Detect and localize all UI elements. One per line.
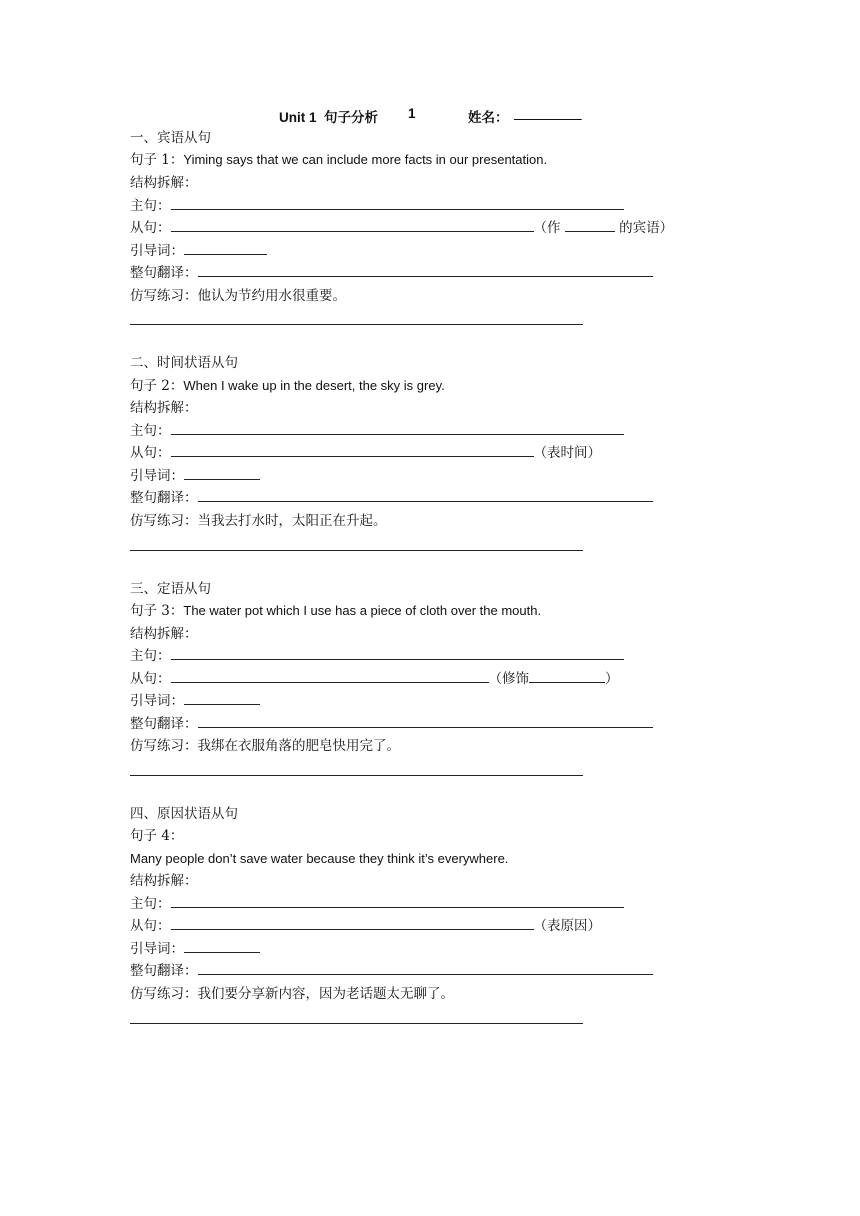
imitation-prompt: 他认为节约用水很重要。	[197, 288, 346, 304]
main-clause-row	[130, 646, 624, 666]
sub-clause-note-end: ）	[605, 671, 619, 687]
translation-blank[interactable]	[198, 961, 653, 975]
section-heading: 三、定语从句	[130, 581, 211, 597]
translation-blank[interactable]	[198, 714, 653, 728]
sub-clause-note: （作	[533, 220, 561, 236]
imitation-label: 仿写练习：	[130, 738, 198, 754]
sentence-line	[130, 150, 547, 170]
sentence-label: 句子 4：	[130, 828, 184, 844]
main-clause-row	[130, 421, 624, 441]
sentence-label: 句子 2：	[130, 378, 184, 394]
imitation-label: 仿写练习：	[130, 513, 198, 529]
page-title	[0, 106, 860, 126]
intro-word-blank[interactable]	[184, 939, 260, 953]
sub-clause-blank[interactable]	[171, 218, 534, 232]
imitation-row	[130, 286, 346, 306]
sub-clause-blank[interactable]	[171, 443, 534, 457]
main-clause-blank[interactable]	[171, 894, 624, 908]
structure-label: 结构拆解：	[130, 400, 198, 416]
imitation-row	[130, 736, 400, 756]
sentence-text: The water pot which I use has a piece of cloth over the mouth.	[183, 603, 542, 618]
imitation-prompt: 我们要分享新内容，因为老话题太无聊了。	[197, 986, 454, 1002]
intro-word-row	[130, 466, 260, 486]
sentence-text: Many people don’t save water because they think it’s everywhere.	[130, 851, 509, 866]
modifies-blank[interactable]	[529, 669, 605, 683]
sub-clause-label: 从句：	[130, 445, 171, 461]
sentence-text: When I wake up in the desert, the sky is grey.	[183, 378, 445, 393]
intro-word-label: 引导词：	[130, 243, 184, 259]
name-blank[interactable]: _________	[514, 106, 582, 121]
structure-label: 结构拆解：	[130, 626, 198, 642]
structure-label: 结构拆解：	[130, 175, 198, 191]
sentence-label: 句子 3：	[130, 603, 184, 619]
main-clause-blank[interactable]	[171, 196, 624, 210]
imitation-answer-line[interactable]	[130, 775, 583, 776]
main-clause-label: 主句：	[130, 423, 171, 439]
sub-clause-row	[130, 218, 673, 238]
intro-word-label: 引导词：	[130, 941, 184, 957]
intro-word-row	[130, 241, 267, 261]
sub-clause-label: 从句：	[130, 220, 171, 236]
sentence-label: 句子 1：	[130, 152, 184, 168]
main-clause-label: 主句：	[130, 896, 171, 912]
sub-clause-row	[130, 916, 601, 936]
translation-row	[130, 263, 653, 283]
imitation-label: 仿写练习：	[130, 986, 198, 1002]
sub-clause-label: 从句：	[130, 918, 171, 934]
translation-blank[interactable]	[198, 488, 653, 502]
translation-row	[130, 961, 653, 981]
imitation-row	[130, 511, 387, 531]
intro-word-blank[interactable]	[184, 241, 267, 255]
structure-label: 结构拆解：	[130, 873, 198, 889]
translation-label: 整句翻译：	[130, 963, 198, 979]
sentence-line	[130, 601, 541, 621]
translation-row	[130, 488, 653, 508]
sub-clause-note: （表原因）	[533, 918, 601, 934]
object-of-blank[interactable]	[565, 218, 615, 232]
translation-label: 整句翻译：	[130, 716, 198, 732]
main-clause-blank[interactable]	[171, 646, 624, 660]
imitation-prompt: 当我去打水时，太阳正在升起。	[197, 513, 387, 529]
translation-label: 整句翻译：	[130, 490, 198, 506]
main-clause-label: 主句：	[130, 648, 171, 664]
section-heading: 二、时间状语从句	[130, 355, 238, 371]
imitation-answer-line[interactable]	[130, 324, 583, 325]
intro-word-label: 引导词：	[130, 468, 184, 484]
imitation-label: 仿写练习：	[130, 288, 198, 304]
section-heading: 四、原因状语从句	[130, 806, 238, 822]
title-text: Unit 1 句子分析	[279, 110, 379, 125]
sub-clause-note: （修饰	[488, 671, 529, 687]
sentence-text: Yiming says that we can include more facts in our presentation.	[183, 152, 548, 167]
main-clause-row	[130, 196, 624, 216]
intro-word-blank[interactable]	[184, 691, 260, 705]
translation-label: 整句翻译：	[130, 265, 198, 281]
imitation-prompt: 我绑在衣服角落的肥皂快用完了。	[197, 738, 400, 754]
intro-word-blank[interactable]	[184, 466, 260, 480]
main-clause-label: 主句：	[130, 198, 171, 214]
intro-word-row	[130, 939, 260, 959]
sub-clause-note: （表时间）	[533, 445, 601, 461]
sub-clause-row	[130, 443, 601, 463]
main-clause-blank[interactable]	[171, 421, 624, 435]
intro-word-label: 引导词：	[130, 693, 184, 709]
imitation-row	[130, 984, 454, 1004]
section-heading: 一、宾语从句	[130, 130, 211, 146]
translation-row	[130, 714, 653, 734]
sub-clause-blank[interactable]	[171, 669, 489, 683]
sub-clause-blank[interactable]	[171, 916, 534, 930]
sub-clause-label: 从句：	[130, 671, 171, 687]
sentence-line	[130, 376, 445, 396]
name-label: 姓名：	[468, 110, 509, 125]
imitation-answer-line[interactable]	[130, 550, 583, 551]
title-number: 1	[408, 106, 416, 121]
sub-clause-note-end: 的宾语）	[619, 220, 674, 236]
intro-word-row	[130, 691, 260, 711]
sub-clause-row	[130, 669, 619, 689]
main-clause-row	[130, 894, 624, 914]
imitation-answer-line[interactable]	[130, 1023, 583, 1024]
translation-blank[interactable]	[198, 263, 653, 277]
